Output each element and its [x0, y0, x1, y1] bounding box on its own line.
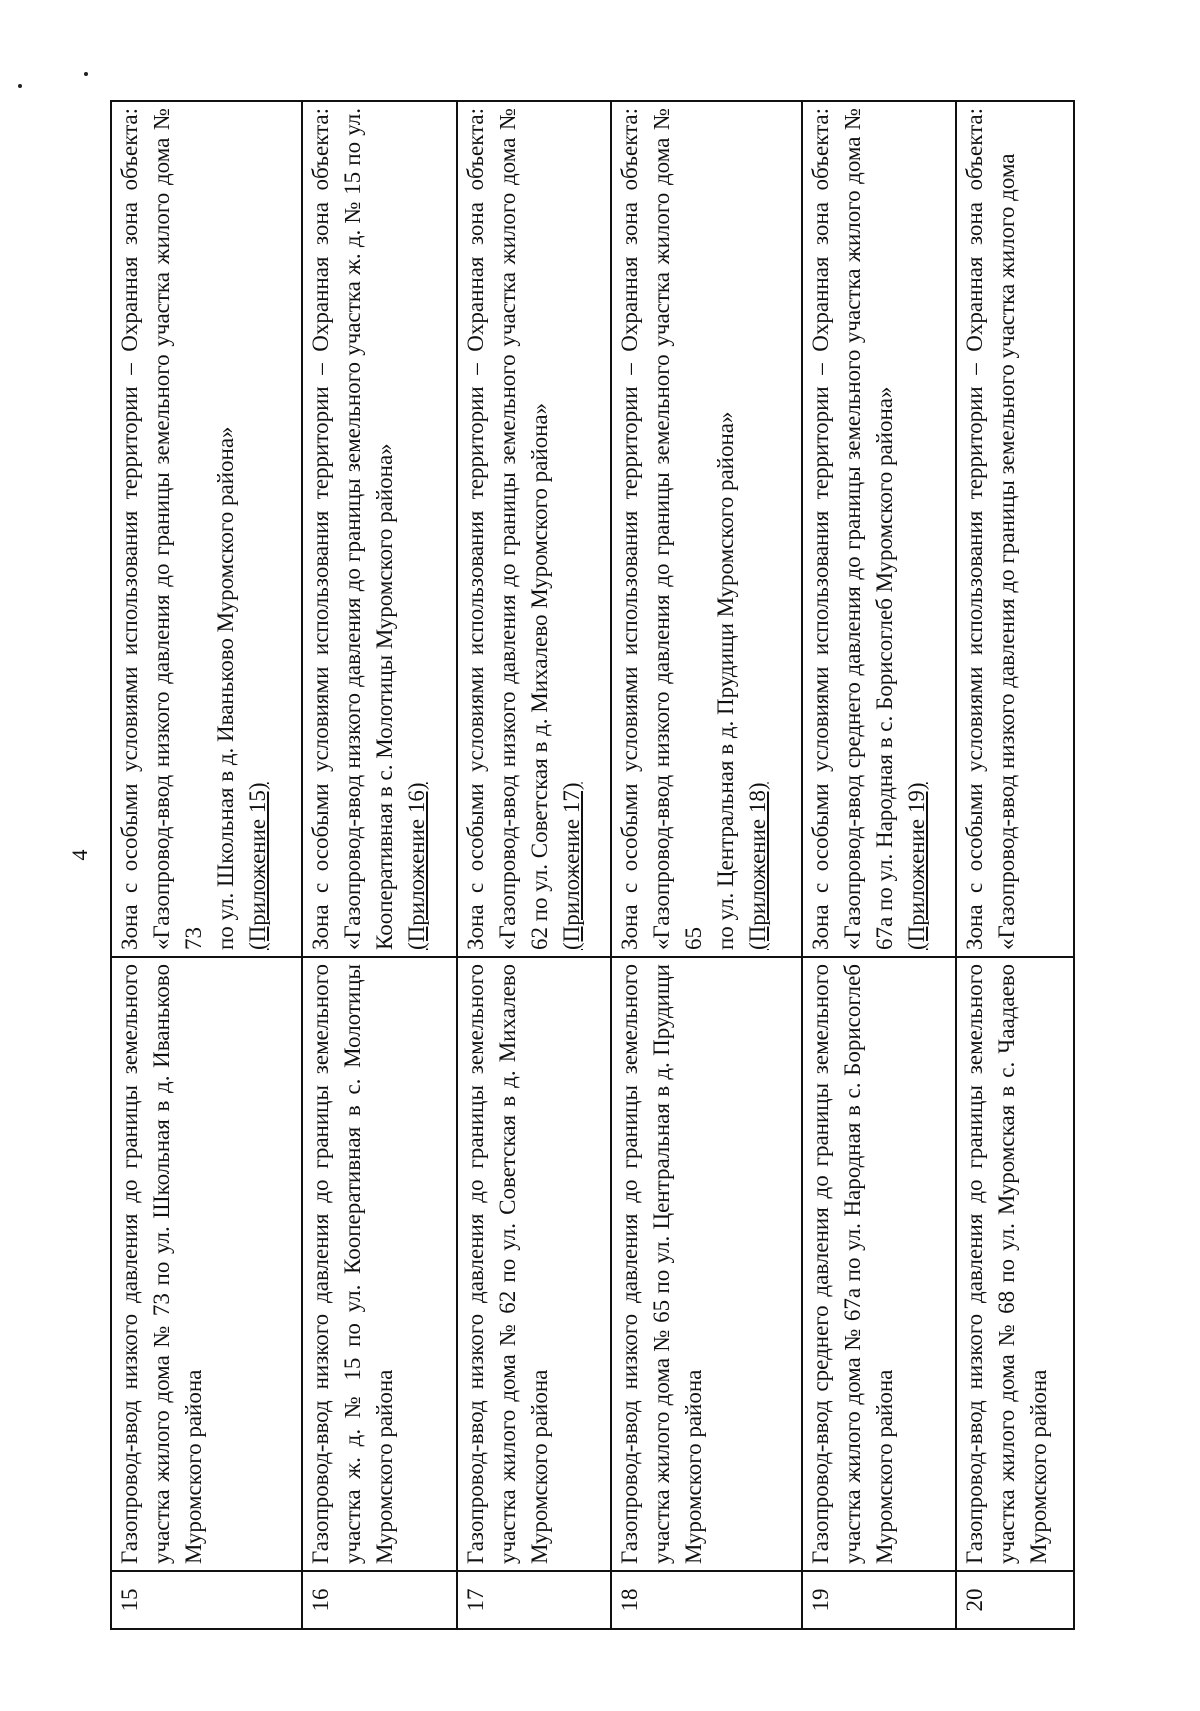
- zones-table: [110, 100, 1075, 1630]
- scan-speck: [18, 84, 22, 88]
- table-row: [956, 101, 1074, 1629]
- appendix-reference: (Приложение 17): [558, 782, 584, 950]
- page-number: 4: [67, 849, 92, 861]
- zone-text: Зона с особыми условиями использования территории – Охранная зона объекта: «Газопровод-ввод низкого давления до границы земельного участка жилого дома: [962, 108, 1020, 950]
- zone-text-continued: по ул. Школьная в д. Иваньково Муромского района»: [213, 426, 238, 950]
- scan-speck: [84, 72, 88, 76]
- zone-text: Зона с особыми условиями использования территории – Охранная зона объекта: «Газопровод-ввод среднего давления до границы земельного участка жилого дома № 67а по ул. Народная в с. Борисоглеб Муромского района»: [808, 108, 898, 950]
- appendix-reference: (Приложение 18): [744, 782, 770, 950]
- zone-text-continued: по ул. Центральная в д. Прудищи Муромского района»: [712, 411, 738, 950]
- zone-text: Зона с особыми условиями использования территории – Охранная зона объекта: «Газопровод-ввод низкого давления до границы земельного участка ж. д. № 15 по ул. Кооперативная в с. Молотицы Муромского района»: [308, 108, 398, 950]
- appendix-reference: (Приложение 19): [904, 782, 930, 950]
- table-row: [111, 101, 302, 1629]
- zone-description: [457, 101, 611, 957]
- table-row: [611, 101, 802, 1629]
- zone-description: [802, 101, 956, 957]
- rotated-table-wrapper: [110, 100, 1075, 1630]
- object-description: Газопровод-ввод низкого давления до границы земельного участка жилого дома № 65 по ул. Центральная в д. Прудищи Муромского района: [611, 957, 802, 1571]
- row-number: 19: [802, 1571, 956, 1629]
- appendix-reference: (Приложение 16): [404, 782, 430, 950]
- object-description: Газопровод-ввод низкого давления до границы земельного участка жилого дома № 62 по ул. Советская в д. Михалево Муромского района: [457, 957, 611, 1571]
- row-number: 17: [457, 1571, 611, 1629]
- appendix-reference: (Приложение 15): [245, 782, 270, 950]
- zone-text: Зона с особыми условиями использования территории – Охранная зона объекта: «Газопровод-ввод низкого давления до границы земельного участка жилого дома № 73: [117, 108, 206, 950]
- table-row: [457, 101, 611, 1629]
- row-number: 16: [302, 1571, 456, 1629]
- zone-text: Зона с особыми условиями использования территории – Охранная зона объекта: «Газопровод-ввод низкого давления до границы земельного участка жилого дома № 62 по ул. Советская в д. Михалево Муромского района»: [462, 108, 552, 950]
- object-description: Газопровод-ввод среднего давления до границы земельного участка жилого дома № 67а по ул. Народная в с. Борисоглеб Муромского района: [802, 957, 956, 1571]
- row-number: 15: [111, 1571, 302, 1629]
- zone-description: [302, 101, 456, 957]
- zone-description: [111, 101, 302, 957]
- object-description: Газопровод-ввод низкого давления до границы земельного участка ж. д. № 15 по ул. Кооперативная в с. Молотицы Муромского района: [302, 957, 456, 1571]
- table-row: [302, 101, 456, 1629]
- table-row: [802, 101, 956, 1629]
- zone-text: Зона с особыми условиями использования территории – Охранная зона объекта: «Газопровод-ввод низкого давления до границы земельного участка жилого дома № 65: [616, 108, 706, 950]
- object-description: Газопровод-ввод низкого давления до границы земельного участка жилого дома № 73 по ул. Школьная в д. Иваньково Муромского района: [111, 957, 302, 1571]
- row-number: 20: [956, 1571, 1074, 1629]
- row-number: 18: [611, 1571, 802, 1629]
- zone-description: [956, 101, 1074, 957]
- object-description: Газопровод-ввод низкого давления до границы земельного участка жилого дома № 68 по ул. Муромская в с. Чаадаево Муромского района: [956, 957, 1074, 1571]
- zone-description: [611, 101, 802, 957]
